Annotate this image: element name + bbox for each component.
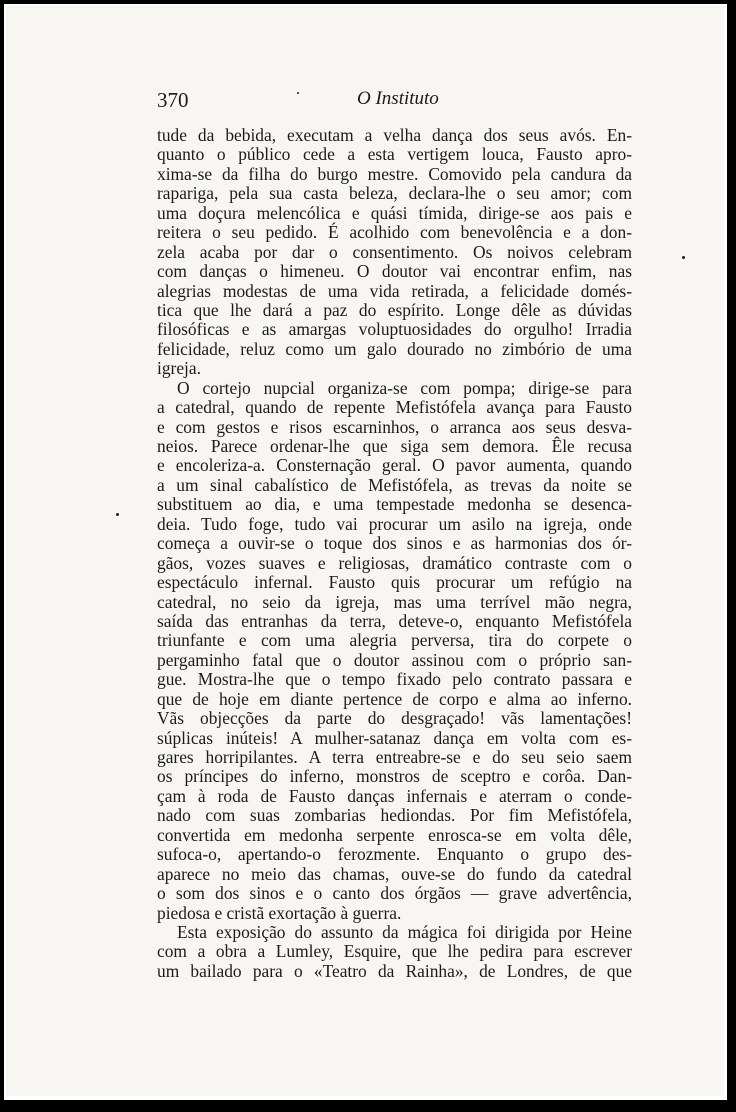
text-line: alegrias modestas de uma vida retirada, a felicidade domés- (157, 280, 632, 301)
text-line: triunfante e com uma alegria perversa, tira do corpete o (157, 630, 632, 651)
text-line: com a obra a Lumley, Esquire, que lhe pedira para escrever (157, 941, 632, 962)
text-line: com danças o himeneu. O doutor vai encontrar enfim, nas (157, 261, 632, 282)
text-line: gãos, vozes suaves e religiosas, dramático contraste com o (157, 552, 632, 573)
text-line: súplicas inúteis! A mulher-satanaz dança em volta com es- (157, 727, 632, 748)
text-line: felicidade, reluz como um galo dourado no zimbório de uma (157, 338, 632, 359)
text-line: reitera o seu pedido. É acolhido com benevolência e a don- (157, 222, 632, 243)
text-line: filosóficas e as amargas voluptuosidades do orgulho! Irradia (157, 319, 632, 340)
page-header (157, 88, 632, 114)
text-line: espectáculo infernal. Fausto quis procurar um refúgio na (157, 572, 632, 593)
text-line: xima-se da filha do burgo mestre. Comovido pela candura da (157, 163, 632, 184)
text-line: e encoleriza-a. Consternação geral. O pavor aumenta, quando (157, 455, 632, 476)
text-line: convertida em medonha serpente enrosca-se em volta dêle, (157, 824, 632, 845)
text-line: çam à roda de Fausto danças infernais e aterram o conde- (157, 785, 632, 806)
text-line: Esta exposição do assunto da mágica foi dirigida por Heine (177, 921, 632, 942)
text-line: nado com suas zombarias hediondas. Por fim Mefistófela, (157, 805, 632, 826)
text-line: um bailado para o «Teatro da Rainha», de Londres, de que (157, 960, 632, 981)
text-line: piedosa e cristã exortação à guerra. (157, 902, 402, 923)
text-line: catedral, no seio da igreja, mas uma terrível mão negra, (157, 591, 632, 612)
text-line: sufoca-o, apertando-o ferozmente. Enquanto o grupo des- (157, 844, 632, 865)
text-line: os príncipes do inferno, monstros de sceptro e corôa. Dan- (157, 766, 632, 787)
text-line: gue. Mostra-lhe que o tempo fixado pelo contrato passara e (157, 669, 632, 690)
print-speck (682, 256, 685, 259)
text-line: a um sinal cabalístico de Mefistófela, as trevas da noite se (157, 474, 632, 495)
text-line: Vãs objecções da parte do desgraçado! vãs lamentações! (157, 708, 632, 729)
text-line: rapariga, pela sua casta beleza, declara-lhe o seu amor; com (157, 183, 632, 204)
text-line: quanto o público cede a esta vertigem louca, Fausto apro- (157, 144, 632, 165)
text-line: uma doçura melencólica e quási tímida, dirige-se aos pais e (157, 202, 632, 223)
text-line: aparece no meio das chamas, ouve-se do fundo da catedral (157, 863, 632, 884)
text-line: e com gestos e risos escarninhos, o arranca aos seus desva- (157, 416, 632, 437)
text-line: deia. Tudo foge, tudo vai procurar um asilo na igreja, onde (157, 513, 632, 534)
text-line: saída das entranhas da terra, deteve-o, enquanto Mefistófela (157, 610, 632, 631)
print-speck (116, 513, 119, 516)
page-number: 370 (157, 88, 189, 112)
text-line: neios. Parece ordenar-lhe que siga sem demora. Êle recusa (157, 436, 632, 456)
text-line: pergaminho fatal que o doutor assinou com o próprio san- (157, 649, 632, 670)
paragraph (157, 923, 632, 981)
text-line: tica que lhe dará a paz do espírito. Longe dêle as dúvidas (157, 299, 632, 320)
text-line: substituem ao dia, e uma tempestade medonha se desenca- (157, 494, 632, 515)
text-line: começa a ouvir-se o toque dos sinos e as harmonias dos ór- (157, 533, 632, 554)
running-title: O Instituto (357, 88, 439, 109)
text-line: tude da bebida, executam a velha dança dos seus avós. En- (157, 125, 632, 145)
text-line: O cortejo nupcial organiza-se com pompa; dirige-se para (177, 377, 632, 398)
body-text (157, 126, 632, 981)
text-line: gares horripilantes. A terra entreabre-se e do seu seio saem (157, 747, 632, 767)
text-line: zela acaba por dar o consentimento. Os noivos celebram (157, 241, 632, 262)
paragraph (157, 126, 632, 379)
paragraph (157, 379, 632, 923)
print-speck (297, 92, 299, 94)
text-line: que de hoje em diante pertence de corpo e alma ao inferno. (157, 688, 632, 709)
text-line: a catedral, quando de repente Mefistófela avança para Fausto (157, 397, 632, 418)
text-line: igreja. (157, 358, 201, 379)
text-line: o som dos sinos e o canto dos órgãos — grave advertência, (157, 883, 632, 904)
